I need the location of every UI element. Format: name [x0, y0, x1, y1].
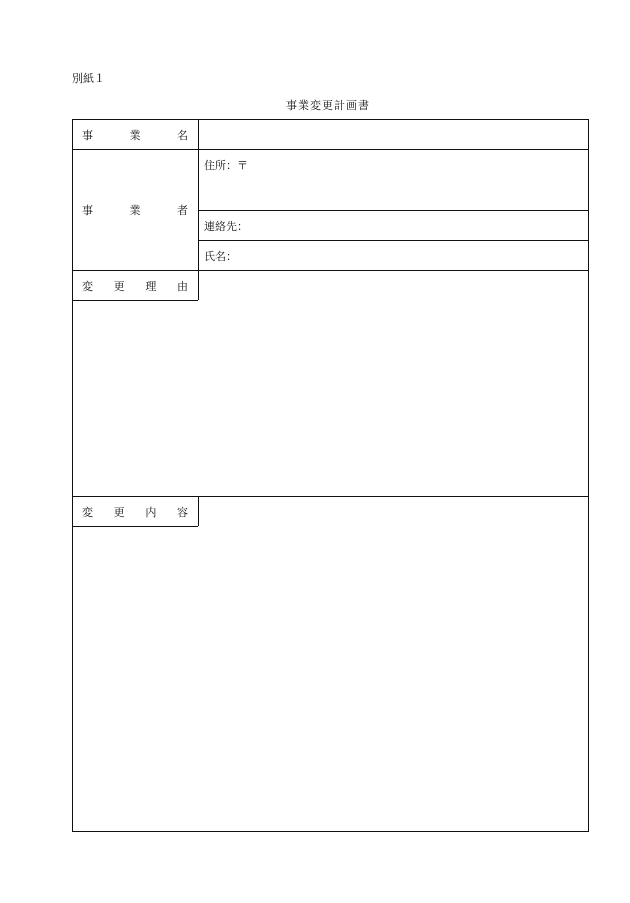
row-divider	[198, 210, 588, 211]
change-reason-label	[82, 278, 188, 294]
form-table	[72, 119, 589, 832]
label-char: 由	[176, 280, 188, 293]
change-content-label	[82, 504, 188, 520]
label-char: 容	[176, 506, 188, 519]
attachment-label: 別紙１	[72, 72, 105, 85]
label-box-bottom	[72, 526, 198, 527]
operator-label	[82, 202, 188, 218]
label-char: 変	[82, 506, 93, 519]
address-field-label[interactable]: 住所：〒	[204, 159, 248, 172]
label-box-bottom	[72, 300, 198, 301]
label-char: 変	[82, 280, 93, 293]
contact-field-label[interactable]: 連絡先：	[204, 220, 248, 233]
row-divider	[198, 240, 588, 241]
label-char: 業	[129, 129, 141, 142]
label-char: 内	[145, 506, 157, 519]
label-char: 更	[113, 506, 125, 519]
row-divider	[72, 496, 588, 497]
row-divider	[72, 149, 588, 150]
label-char: 業	[129, 204, 141, 217]
label-char: 事	[82, 129, 93, 142]
document-title: 事業変更計画書	[286, 99, 370, 112]
row-divider	[72, 270, 588, 271]
label-char: 事	[82, 204, 93, 217]
label-char: 者	[177, 204, 188, 217]
label-char: 名	[177, 129, 188, 142]
label-char: 更	[113, 280, 125, 293]
column-divider	[198, 496, 199, 526]
business-name-label	[82, 127, 188, 143]
label-char: 理	[145, 280, 157, 293]
name-field-label[interactable]: 氏名：	[204, 250, 237, 263]
column-divider	[198, 119, 199, 300]
